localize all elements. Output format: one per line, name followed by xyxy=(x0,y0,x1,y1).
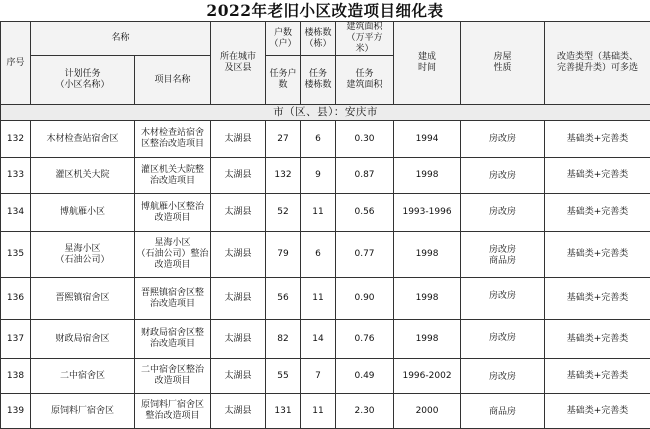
cell-plan-task xyxy=(31,278,135,320)
cell-project-name-line: （石油公司）整治 xyxy=(136,249,209,260)
cell-area: 2.30 xyxy=(336,394,394,429)
header-households-l2: （户） xyxy=(267,39,299,50)
cell-seq: 135 xyxy=(1,232,31,278)
cell-built-time: 2000 xyxy=(394,394,461,429)
cell-plan-task xyxy=(31,232,135,278)
cell-project-name xyxy=(135,158,211,194)
header-name-group: 名称 xyxy=(31,22,211,56)
table-row xyxy=(1,278,650,320)
cell-renovation-type: 基础类+完善类 xyxy=(545,194,650,232)
cell-project-name-line: 治改造项目 xyxy=(136,176,209,187)
cell-project-name xyxy=(135,232,211,278)
cell-project-name-line: 木材检查站宿舍 xyxy=(136,128,209,139)
cell-built-time: 1996-2002 xyxy=(394,359,461,394)
cell-plan-task xyxy=(31,194,135,232)
header-area-l1: 建筑面积 xyxy=(337,22,392,33)
table-row xyxy=(1,158,650,194)
city-row: 市（区、县）：安庆市 xyxy=(1,105,650,121)
cell-project-name-line: 改造项目 xyxy=(136,260,209,271)
cell-seq: 137 xyxy=(1,320,31,359)
cell-households: 131 xyxy=(266,394,301,429)
header-built-time-l1: 建成 xyxy=(395,52,459,63)
cell-plan-task-line: 晋熙镇宿舍区 xyxy=(32,293,133,304)
header-renovation-type-l2: 完善提升类）可多选 xyxy=(546,63,649,74)
header-buildings-task-l2: 楼栋数 xyxy=(302,80,334,91)
page-title: 2022年老旧小区改造项目细化表 xyxy=(0,0,650,21)
cell-house-nature-line: 房改房 xyxy=(462,291,543,302)
header-city-county xyxy=(211,22,266,105)
cell-county: 太湖县 xyxy=(211,278,266,320)
cell-buildings: 11 xyxy=(301,194,336,232)
header-area-l3: 米） xyxy=(337,44,392,55)
cell-plan-task xyxy=(31,158,135,194)
header-plan-task-l1: 计划任务 xyxy=(32,69,133,80)
header-area xyxy=(336,22,394,56)
header-renovation-type xyxy=(545,22,650,105)
header-area-task-l1: 任务 xyxy=(337,69,392,80)
header-plan-task-l2: （小区名称） xyxy=(32,80,133,91)
header-house-nature xyxy=(461,22,545,105)
cell-project-name-line: 改造项目 xyxy=(136,376,209,387)
cell-project-name-line: 博航雁小区整治 xyxy=(136,202,209,213)
cell-house-nature xyxy=(461,394,545,429)
cell-project-name xyxy=(135,194,211,232)
cell-house-nature xyxy=(461,232,545,278)
cell-project-name-line: 治改造项目 xyxy=(136,339,209,350)
cell-renovation-type: 基础类+完善类 xyxy=(545,359,650,394)
cell-house-nature xyxy=(461,359,545,394)
cell-plan-task-line: 木材检查站宿舍区 xyxy=(32,134,133,145)
cell-built-time: 1998 xyxy=(394,320,461,359)
cell-buildings: 7 xyxy=(301,359,336,394)
cell-seq: 136 xyxy=(1,278,31,320)
cell-renovation-type: 基础类+完善类 xyxy=(545,158,650,194)
cell-area: 0.56 xyxy=(336,194,394,232)
header-renovation-type-l1: 改造类型（基础类、 xyxy=(546,52,649,63)
cell-project-name-line: 原饲料厂宿舍区 xyxy=(136,400,209,411)
cell-county: 太湖县 xyxy=(211,394,266,429)
cell-house-nature-line: 房改房 xyxy=(462,134,543,145)
header-city-county-l1: 所在城市 xyxy=(212,52,264,63)
cell-plan-task-line: （石油公司） xyxy=(32,255,133,266)
cell-area: 0.77 xyxy=(336,232,394,278)
cell-plan-task xyxy=(31,320,135,359)
cell-renovation-type: 基础类+完善类 xyxy=(545,121,650,158)
cell-project-name xyxy=(135,394,211,429)
cell-house-nature xyxy=(461,194,545,232)
cell-plan-task xyxy=(31,394,135,429)
cell-project-name xyxy=(135,121,211,158)
table-row xyxy=(1,121,650,158)
cell-project-name-line: 二中宿舍区整治 xyxy=(136,365,209,376)
cell-seq: 133 xyxy=(1,158,31,194)
cell-plan-task-line: 财政局宿舍区 xyxy=(32,334,133,345)
cell-households: 56 xyxy=(266,278,301,320)
cell-county: 太湖县 xyxy=(211,121,266,158)
header-households xyxy=(266,22,301,56)
cell-project-name-line: 灌区机关大院整 xyxy=(136,165,209,176)
cell-households: 79 xyxy=(266,232,301,278)
cell-buildings: 11 xyxy=(301,394,336,429)
cell-plan-task xyxy=(31,121,135,158)
cell-seq: 138 xyxy=(1,359,31,394)
cell-seq: 139 xyxy=(1,394,31,429)
cell-house-nature-line: 商品房 xyxy=(462,407,543,418)
cell-built-time: 1994 xyxy=(394,121,461,158)
cell-seq: 134 xyxy=(1,194,31,232)
cell-buildings: 6 xyxy=(301,121,336,158)
header-buildings-l2: （栋） xyxy=(302,39,334,50)
table-row xyxy=(1,320,650,359)
cell-house-nature xyxy=(461,158,545,194)
cell-house-nature xyxy=(461,121,545,158)
cell-house-nature-line: 商品房 xyxy=(462,256,543,267)
header-plan-task xyxy=(31,56,135,105)
cell-county: 太湖县 xyxy=(211,158,266,194)
header-built-time xyxy=(394,22,461,105)
header-households-l1: 户数 xyxy=(267,28,299,39)
cell-project-name-line: 晋熙镇宿舍区整 xyxy=(136,288,209,299)
cell-project-name-line: 区整治改造项目 xyxy=(136,139,209,150)
cell-seq: 132 xyxy=(1,121,31,158)
cell-area: 0.87 xyxy=(336,158,394,194)
cell-project-name xyxy=(135,278,211,320)
cell-households: 132 xyxy=(266,158,301,194)
cell-house-nature-line: 房改房 xyxy=(462,207,543,218)
cell-area: 0.30 xyxy=(336,121,394,158)
header-buildings-l1: 楼栋数 xyxy=(302,28,334,39)
header-area-task-l2: 建筑面积 xyxy=(337,80,392,91)
header-house-nature-l1: 房屋 xyxy=(462,52,543,63)
header-buildings-task xyxy=(301,56,336,105)
cell-renovation-type: 基础类+完善类 xyxy=(545,232,650,278)
cell-house-nature xyxy=(461,320,545,359)
cell-area: 0.76 xyxy=(336,320,394,359)
cell-plan-task-line: 博航雁小区 xyxy=(32,207,133,218)
header-seq: 序号 xyxy=(1,22,31,105)
cell-plan-task-line: 灌区机关大院 xyxy=(32,170,133,181)
cell-project-name-line: 改造项目 xyxy=(136,213,209,224)
cell-buildings: 9 xyxy=(301,158,336,194)
cell-plan-task-line: 原饲料厂宿舍区 xyxy=(32,406,133,417)
cell-county: 太湖县 xyxy=(211,232,266,278)
header-house-nature-l2: 性质 xyxy=(462,63,543,74)
cell-renovation-type: 基础类+完善类 xyxy=(545,278,650,320)
cell-county: 太湖县 xyxy=(211,359,266,394)
cell-renovation-type: 基础类+完善类 xyxy=(545,394,650,429)
cell-house-nature-line: 房改房 xyxy=(462,171,543,182)
cell-plan-task-line: 星海小区 xyxy=(32,244,133,255)
cell-built-time: 1998 xyxy=(394,278,461,320)
project-table xyxy=(0,21,650,429)
header-households-task-l1: 任务户 xyxy=(267,69,299,80)
header-area-task xyxy=(336,56,394,105)
table-row xyxy=(1,394,650,429)
cell-households: 27 xyxy=(266,121,301,158)
cell-house-nature-line: 房改房 xyxy=(462,245,543,256)
cell-project-name xyxy=(135,320,211,359)
cell-area: 0.90 xyxy=(336,278,394,320)
cell-house-nature-line: 房改房 xyxy=(462,372,543,383)
table-row xyxy=(1,232,650,278)
cell-households: 82 xyxy=(266,320,301,359)
cell-renovation-type: 基础类+完善类 xyxy=(545,320,650,359)
cell-project-name-line: 整治改造项目 xyxy=(136,411,209,422)
cell-project-name xyxy=(135,359,211,394)
header-project-name: 项目名称 xyxy=(135,56,211,105)
cell-project-name-line: 星海小区 xyxy=(136,238,209,249)
header-city-county-l2: 及区县 xyxy=(212,63,264,74)
cell-project-name-line: 治改造项目 xyxy=(136,299,209,310)
table-row xyxy=(1,194,650,232)
cell-households: 52 xyxy=(266,194,301,232)
cell-buildings: 6 xyxy=(301,232,336,278)
cell-built-time: 1998 xyxy=(394,158,461,194)
cell-built-time: 1993-1996 xyxy=(394,194,461,232)
cell-project-name-line: 财政局宿舍区整 xyxy=(136,328,209,339)
cell-households: 55 xyxy=(266,359,301,394)
cell-house-nature-line: 房改房 xyxy=(462,333,543,344)
header-buildings xyxy=(301,22,336,56)
cell-buildings: 14 xyxy=(301,320,336,359)
table-row xyxy=(1,359,650,394)
header-buildings-task-l1: 任务 xyxy=(302,69,334,80)
cell-area: 0.49 xyxy=(336,359,394,394)
cell-county: 太湖县 xyxy=(211,320,266,359)
header-area-l2: （万平方 xyxy=(337,33,392,44)
cell-buildings: 11 xyxy=(301,278,336,320)
cell-plan-task-line: 二中宿舍区 xyxy=(32,371,133,382)
header-households-task xyxy=(266,56,301,105)
cell-house-nature xyxy=(461,278,545,320)
cell-plan-task xyxy=(31,359,135,394)
header-households-task-l2: 数 xyxy=(267,80,299,91)
cell-built-time: 1998 xyxy=(394,232,461,278)
header-built-time-l2: 时间 xyxy=(395,63,459,74)
cell-county: 太湖县 xyxy=(211,194,266,232)
